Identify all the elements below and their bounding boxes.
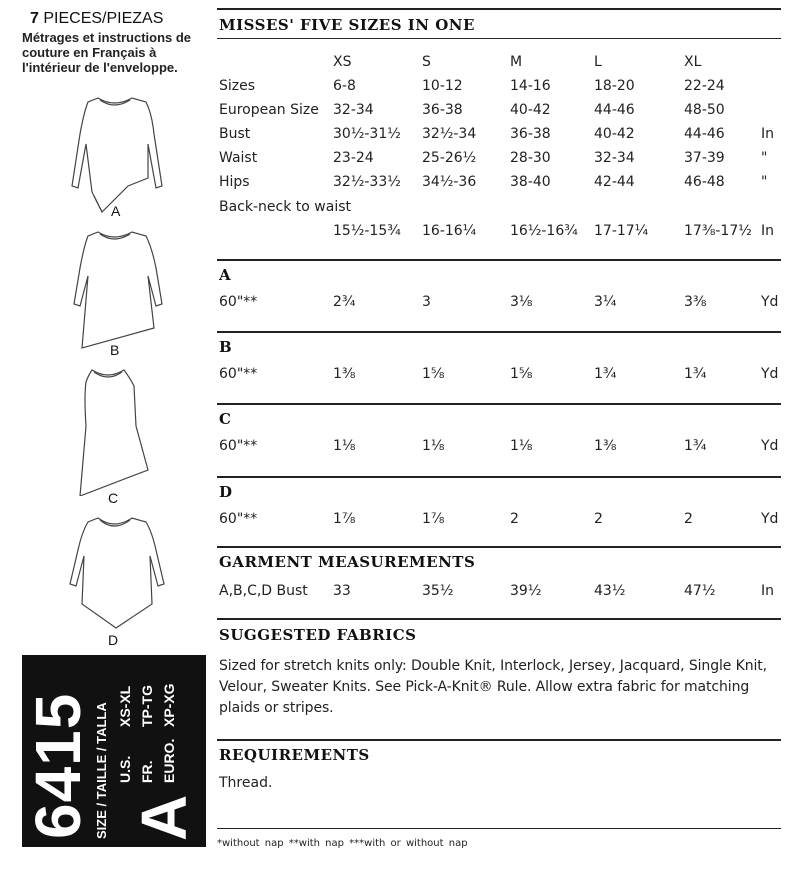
left-column — [0, 0, 210, 875]
rule — [217, 739, 781, 741]
view-c-label: C — [108, 490, 119, 506]
size-row: Sizes 6-8 10-12 14-16 18-20 22-24 — [219, 78, 725, 94]
size-range-row: FR. TP-TG — [139, 685, 155, 783]
size-row: European Size 32-34 36-38 40-42 44-46 48-50 — [219, 102, 725, 118]
size-row: Hips 32½-33½ 34½-36 38-40 42-44 46-48 " — [219, 174, 768, 190]
rule — [217, 618, 781, 620]
yardage-row-a: 60"** 2¾ 3 3⅛ 3¼ 3⅜ Yd — [219, 294, 779, 310]
rule — [217, 38, 781, 39]
style-size-box — [22, 655, 206, 847]
view-a-heading: A — [219, 266, 232, 284]
requirements-title: REQUIREMENTS — [219, 746, 370, 764]
suggested-fabrics-title: SUGGESTED FABRICS — [219, 626, 417, 644]
back-neck-row: 15½-15¾ 16-16¼ 16½-16¾ 17-17¼ 17⅜-17½ In — [333, 223, 775, 239]
yardage-row-c: 60"** 1⅛ 1⅛ 1⅛ 1⅜ 1¾ Yd — [219, 438, 779, 454]
nap-footnote: *without nap **with nap ***with or without nap — [217, 838, 468, 849]
size-row: Waist 23-24 25-26½ 28-30 32-34 37-39 " — [219, 150, 768, 166]
style-number: 6415 — [22, 692, 94, 839]
top-rule — [217, 8, 781, 10]
size-row: Bust 30½-31½ 32½-34 36-38 40-42 44-46 In — [219, 126, 775, 142]
view-d-label: D — [108, 632, 119, 648]
view-d-heading: D — [219, 483, 233, 501]
size-letter: A — [128, 794, 200, 841]
rule — [217, 331, 781, 333]
yardage-row-b: 60"** 1⅜ 1⅝ 1⅝ 1¾ 1¾ Yd — [219, 366, 779, 382]
size-column-headers: XS S M L XL — [333, 54, 702, 70]
view-b-sketch — [58, 228, 178, 354]
size-range-list — [114, 683, 180, 783]
pieces-heading: 7 PIECES/PIEZAS — [30, 10, 164, 27]
view-d-sketch — [56, 514, 176, 634]
rule — [217, 259, 781, 261]
rule — [217, 403, 781, 405]
back-neck-label: Back-neck to waist — [219, 199, 351, 215]
view-a-label: A — [111, 203, 121, 219]
rule — [217, 828, 781, 829]
suggested-fabrics-text: Sized for stretch knits only: Double Knit, Interlock, Jersey, Jacquard, Single Knit, Velour, Sweater Knits. See Pick-A-Knit® Rule. Allow extra fabric for matching plaids or stripes. — [219, 658, 768, 716]
requirements-text: Thread. — [219, 775, 273, 791]
view-b-label: B — [110, 342, 120, 358]
size-chart-title: MISSES' FIVE SIZES IN ONE — [219, 16, 475, 34]
size-caption: SIZE / TAILLE / TALLA — [94, 702, 109, 839]
rule — [217, 546, 781, 548]
yardage-row-d: 60"** 1⅞ 1⅞ 2 2 2 Yd — [219, 511, 779, 527]
view-b-heading: B — [219, 338, 233, 356]
rule — [217, 476, 781, 478]
size-range-row: U.S. XS-XL — [117, 685, 133, 783]
view-c-heading: C — [219, 410, 232, 428]
garment-bust-row: A,B,C,D Bust 33 35½ 39½ 43½ 47½ In — [219, 583, 775, 599]
size-range-row: EURO. XP-XG — [161, 683, 177, 783]
view-c-sketch — [64, 366, 164, 496]
garment-measurements-title: GARMENT MEASUREMENTS — [219, 553, 476, 571]
pieces-note: Métrages et instructions de couture en Français à l'intérieur de l'enveloppe. — [22, 30, 192, 75]
